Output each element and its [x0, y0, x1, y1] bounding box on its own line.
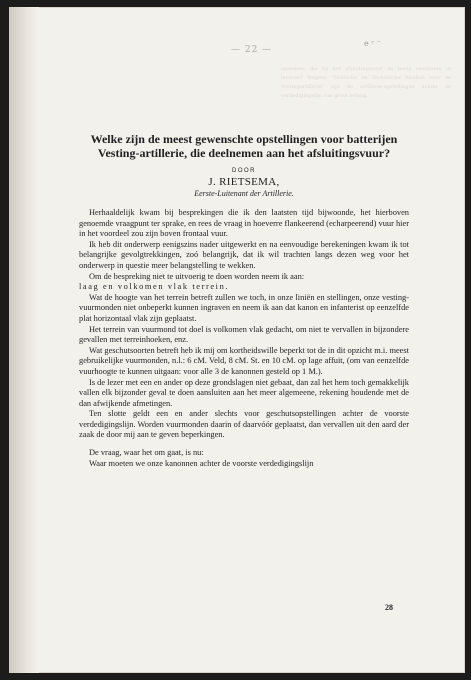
paragraph: Het terrein van vuurmond tot doel is volkomen vlak gedacht, om niet te vervallen in bijzondere gevallen met terreinhoeken, enz.	[79, 324, 409, 345]
paragraph: Waar moeten we onze kanonnen achter de voorste verdedigingslijn	[89, 458, 314, 468]
article	[79, 132, 409, 469]
paragraph: Ik heb dit onderwerp eenigszins nader uitgewerkt en na eenvoudige berekeningen kwam ik tot belangrijke gevolgtrekkingen, zoó belangrijk, dat ik wil trachten langs dezen weg voor het onderwerp in questie meer belangstelling te wekken.	[79, 239, 409, 270]
page-folio: — 22 —	[231, 45, 273, 55]
page-spine-shadow	[9, 7, 39, 673]
byline-door: DOOR	[232, 168, 256, 174]
paragraph: Herhaaldelijk kwam bij besprekingen die ik den laatsten tijd bijwoonde, het hierboven genoemde vraagpunt ter sprake, en rees de vraag in hoeverre flankeerend (echarpeerend) vuur hier in het voordeel zou zijn boven frontaal vuur.	[79, 208, 409, 239]
page-number: 28	[385, 603, 393, 612]
paragraph: Is de lezer met een en ander op deze grondslagen niet gebaat, dan zal het hem toch gemakkelijk vallen elk bijzonder geval te doen aansluiten aan het meer algemeene, rekening houdende met de dan afwijkende afmetingen.	[79, 377, 409, 408]
scanned-page	[9, 7, 465, 673]
author-name: J. RIETSEMA,	[208, 176, 280, 188]
paragraph: Wat de hoogte van het terrein betreft zullen we toch, in onze liniën en stellingen, onze vesting-vuurmonden niet onbeperkt kunnen ingraven en neem ik aan dat kanon en infanterist op eenzelfde plat horizontaal vlak zijn geplaatst.	[79, 292, 409, 323]
author-rank: Eerste-Luitenant der Artillerie.	[194, 189, 294, 198]
paragraph: Ten slotte geldt een en ander slechts voor geschutsopstellingen achter de voorste verdedigingslijn. Worden vuurmonden daarin of daarvóór geplaatst, dan vervallen uit den aard der zaak de door mij aan te geven beperkingen.	[79, 409, 409, 440]
article-title: Welke zijn de meest gewenschte opstellingen voor batterijen Vesting-artillerie, die deelnemen aan het afsluitingsvuur?	[90, 132, 398, 160]
ink-smudge: e ᶜ ⁻	[364, 39, 381, 48]
spaced-phrase: laag en volkomen vlak terrein.	[79, 282, 230, 292]
paragraph: Wat geschutsoorten betreft heb ik mij om kortheidswille beperkt tot de in dit opzicht m.i. meest gebruikelijke vuurmonden, n.l.: 6 cM. Veld, 8 cM. St. en 10 cM. op lage affuit, (om van eenzelfde vuurhoogte te kunnen uitgaan: voor alle 3 de kanonnen gesteld op 1 M.).	[79, 345, 409, 376]
paragraph: De vraag, waar het om gaat, is nu:	[89, 448, 204, 458]
paragraph: Om de bespreking niet te uitvoerig te doen worden neem ik aan:	[89, 271, 305, 281]
bleed-through-text: opstellen, die bij het afsluitingsvuur de beste resultaten te leveren? Volgens "Tactische en Technische Wenken voor de Vestingartillerie" zijn de artillerie-opstellingen achter de verdedigingslijn van groot belang.	[281, 66, 451, 99]
article-body	[79, 208, 409, 469]
